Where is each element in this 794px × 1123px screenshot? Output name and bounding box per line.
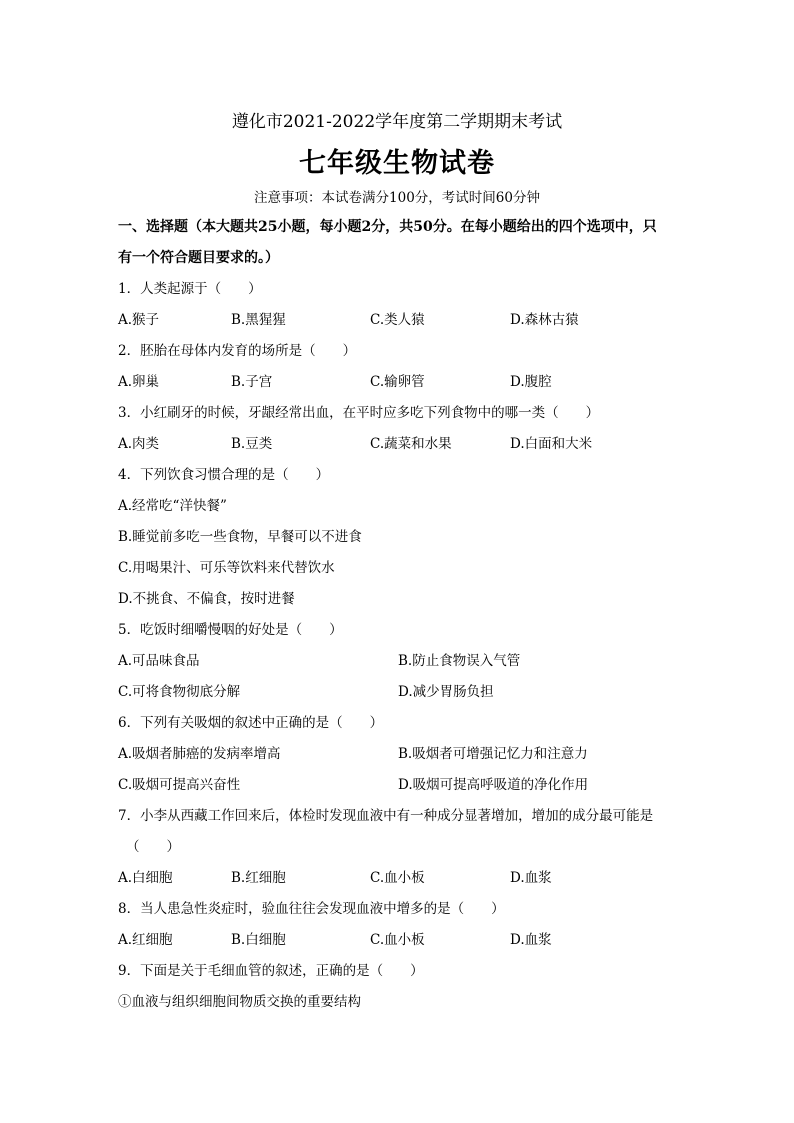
option-d: D.森林古猿 [510, 312, 579, 328]
section-heading-line2: 有一个符合题目要求的。） [118, 250, 279, 266]
option-row [118, 863, 678, 894]
option-row [118, 925, 678, 956]
option-c: C.可将食物彻底分解 [118, 684, 241, 700]
option-row [118, 677, 678, 708]
option-b: B.豆类 [231, 436, 273, 452]
option-row [118, 646, 678, 677]
option-c: C.用喝果汁、可乐等饮料来代替饮水 [118, 560, 335, 576]
option-c: C.吸烟可提高兴奋性 [118, 777, 241, 793]
option-c: C.类人猿 [370, 312, 425, 328]
option-d: D.不挑食、不偏食，按时进餐 [118, 591, 295, 607]
exam-notice: 注意事项：本试卷满分100分，考试时间60分钟 [254, 190, 540, 206]
option-d: D.减少胃肠负担 [398, 684, 494, 700]
answer-parentheses: （ ） [126, 839, 180, 855]
subject-title: 七年级生物试卷 [299, 148, 495, 179]
option-row [118, 429, 678, 460]
option-d: D.吸烟可提高呼吸道的净化作用 [398, 777, 589, 793]
option-row [118, 770, 678, 801]
option-b: B.黑猩猩 [231, 312, 286, 328]
option-d: D.血浆 [510, 932, 552, 948]
question-stem: 4．下列饮食习惯合理的是（ ） [118, 467, 330, 483]
exam-title: 遵化市2021-2022学年度第二学期期末考试 [231, 112, 563, 132]
option-c: C.血小板 [370, 870, 425, 886]
option-a: A.猴子 [118, 312, 160, 328]
option-a: A.白细胞 [118, 870, 173, 886]
option-b: B.吸烟者可增强记忆力和注意力 [398, 746, 588, 762]
question-stem: 7．小李从西藏工作回来后，体检时发现血液中有一种成分显著增加，增加的成分最可能是 [118, 808, 654, 824]
option-c: C.蔬菜和水果 [370, 436, 452, 452]
option-b: B.睡觉前多吃一些食物，早餐可以不进食 [118, 529, 362, 545]
option-row [118, 739, 678, 770]
option-d: D.血浆 [510, 870, 552, 886]
question-stem: 3．小红刷牙的时候，牙龈经常出血，在平时应多吃下列食物中的哪一类（ ） [118, 405, 600, 421]
option-b: B.红细胞 [231, 870, 286, 886]
option-a: A.红细胞 [118, 932, 173, 948]
option-d: D.白面和大米 [510, 436, 593, 452]
option-b: B.防止食物误入气管 [398, 653, 521, 669]
question-stem: 1．人类起源于（ ） [118, 281, 262, 297]
option-a: A.肉类 [118, 436, 160, 452]
statement-item: ①血液与组织细胞间物质交换的重要结构 [118, 994, 361, 1010]
option-d: D.腹腔 [510, 374, 552, 390]
question-stem: 9．下面是关于毛细血管的叙述，正确的是（ ） [118, 963, 424, 979]
option-c: C.输卵管 [370, 374, 425, 390]
question-content [118, 212, 678, 1018]
question-stem: 6．下列有关吸烟的叙述中正确的是（ ） [118, 715, 384, 731]
option-a: A.卵巢 [118, 374, 160, 390]
question-stem: 8．当人患急性炎症时，验血往往会发现血液中增多的是（ ） [118, 901, 505, 917]
section-heading-line1: 一、选择题（本大题共25小题，每小题2分，共50分。在每小题给出的四个选项中，只 [118, 219, 657, 235]
option-b: B.子宫 [231, 374, 273, 390]
question-stem: 5．吃饭时细嚼慢咽的好处是（ ） [118, 622, 343, 638]
question-stem: 2．胚胎在母体内发育的场所是（ ） [118, 343, 357, 359]
option-row [118, 367, 678, 398]
option-b: B.白细胞 [231, 932, 286, 948]
option-row [118, 305, 678, 336]
option-c: C.血小板 [370, 932, 425, 948]
option-a: A.经常吃“洋快餐” [118, 498, 227, 514]
option-a: A.吸烟者肺癌的发病率增高 [118, 746, 281, 762]
option-a: A.可品味食品 [118, 653, 200, 669]
